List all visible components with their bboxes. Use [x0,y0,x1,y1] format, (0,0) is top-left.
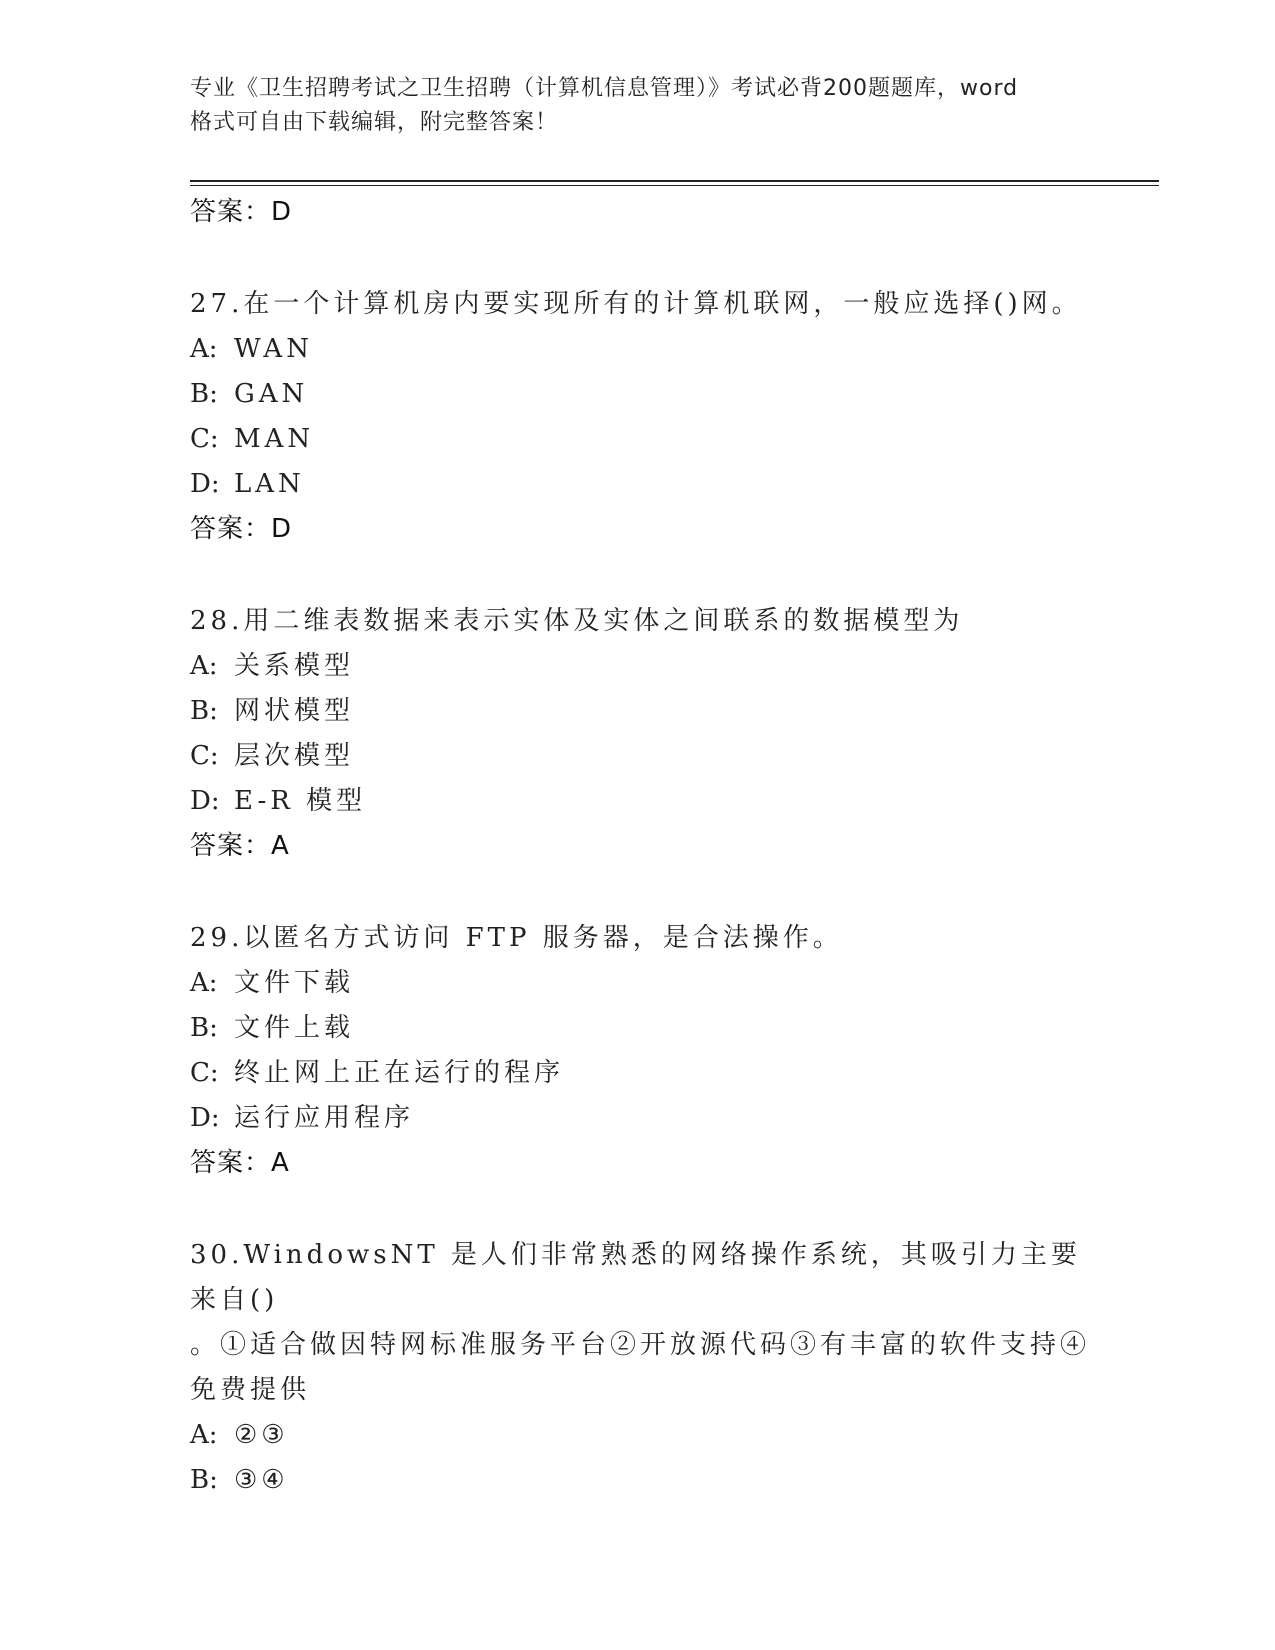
option-letter: C: [190,424,219,454]
option-letter: B: [190,379,218,409]
option-letter: D: [190,1103,220,1133]
question-27 [190,282,1090,551]
document-header [190,72,1110,140]
question-30 [190,1233,1090,1503]
answer-text: 答案：D [190,197,293,227]
option-d [190,779,1090,824]
question-text-line-2: 。①适合做因特网标准服务平台②开放源代码③有丰富的软件支持④ [190,1330,1091,1360]
option-text: 终止网上正在运行的程序 [234,1058,565,1088]
option-c [190,1051,1090,1096]
option-d [190,1096,1090,1141]
option-c [190,417,1090,462]
option-letter: A: [190,1420,218,1450]
option-text: 运行应用程序 [234,1103,415,1133]
question-text: 29.以匿名方式访问 FTP 服务器，是合法操作。 [190,923,843,953]
option-text: LAN [234,469,305,499]
option-a [190,1413,1090,1458]
option-b [190,372,1090,417]
question-29 [190,916,1090,1185]
option-a [190,961,1090,1006]
question-text-line-1: 30.WindowsNT 是人们非常熟悉的网络操作系统，其吸引力主要来自() [190,1240,1081,1315]
option-b [190,1006,1090,1051]
document-body [190,190,1090,1503]
option-letter: D: [190,469,220,499]
header-divider-thin [190,185,1159,186]
option-text: 层次模型 [234,741,355,771]
option-letter: D: [190,786,220,816]
answer-text: 答案：A [190,1148,290,1178]
option-letter: C: [190,1058,219,1088]
option-letter: A: [190,334,218,364]
option-b [190,689,1090,734]
option-text: GAN [234,379,309,409]
option-b [190,1458,1090,1503]
option-text: 关系模型 [234,651,355,681]
question-text: 28.用二维表数据来表示实体及实体之间联系的数据模型为 [190,606,964,636]
option-text: 文件下载 [234,968,355,998]
question-text-line-3: 免费提供 [190,1375,311,1405]
option-d [190,462,1090,507]
option-text: WAN [234,334,313,364]
option-text: ③④ [234,1465,289,1495]
option-c [190,734,1090,779]
option-text: 文件上载 [234,1013,355,1043]
header-line-2: 格式可自由下载编辑，附完整答案！ [190,110,559,135]
question-28 [190,599,1090,868]
option-letter: A: [190,968,218,998]
option-letter: C: [190,741,219,771]
option-letter: B: [190,696,218,726]
option-a [190,327,1090,372]
option-text: ②③ [234,1420,289,1450]
header-line-1: 专业《卫生招聘考试之卫生招聘（计算机信息管理）》考试必背200题题库，word [190,76,1019,101]
option-text: E-R 模型 [234,786,367,816]
header-divider [190,180,1159,182]
option-text: 网状模型 [234,696,355,726]
option-letter: B: [190,1465,218,1495]
option-text: MAN [234,424,315,454]
option-letter: B: [190,1013,218,1043]
answer-text: 答案：A [190,831,290,861]
option-letter: A: [190,651,218,681]
question-text: 27.在一个计算机房内要实现所有的计算机联网，一般应选择()网。 [190,289,1082,319]
option-a [190,644,1090,689]
answer-text: 答案：D [190,514,293,544]
